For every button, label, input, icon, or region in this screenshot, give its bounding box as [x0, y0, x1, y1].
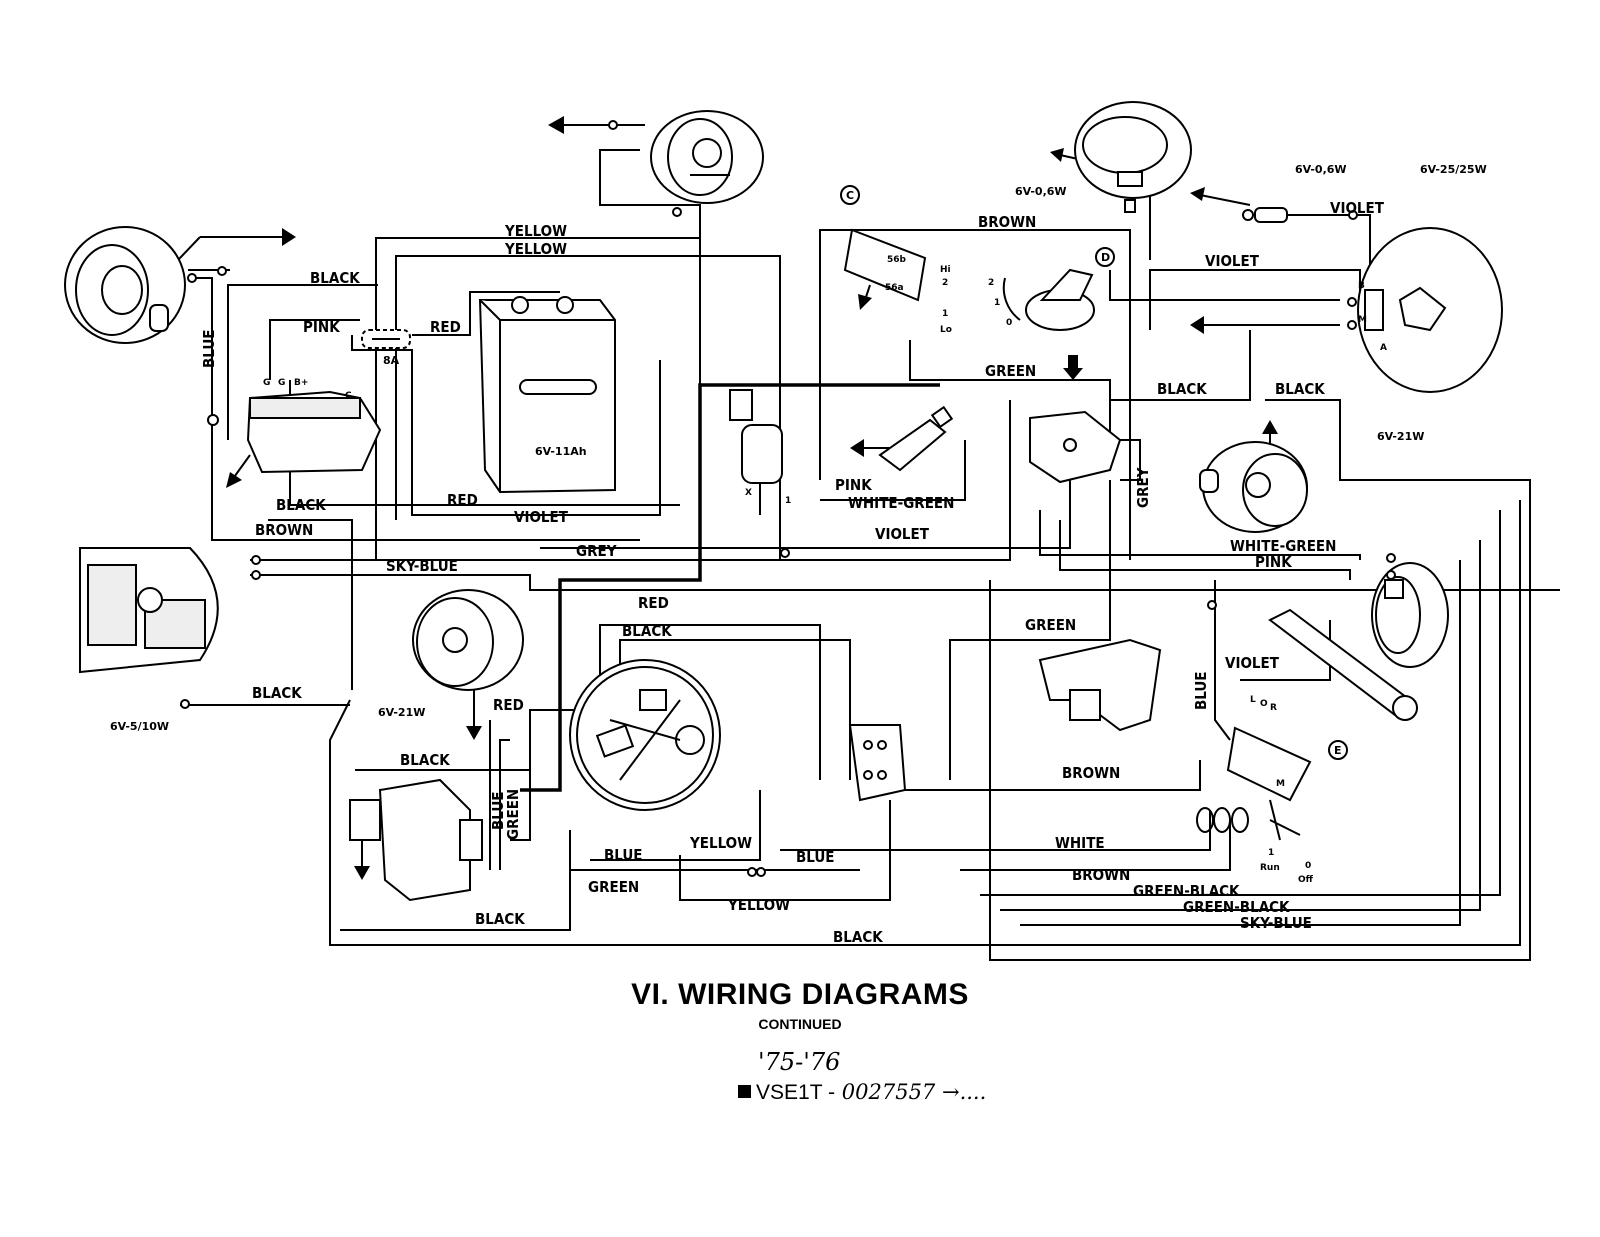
terminal-switch-hi: Hi [940, 265, 951, 275]
wire-label-yellow-1: YELLOW [505, 222, 568, 240]
wire-label-black-right-2: BLACK [1275, 380, 1325, 398]
handwritten-years: '75-'76 [758, 1048, 841, 1076]
wire-label-green-black-2: GREEN-BLACK [1183, 898, 1290, 916]
horn [1372, 563, 1448, 667]
wire-label-violet-head-1: VIOLET [1205, 252, 1259, 270]
wire-label-green-black-1: GREEN-BLACK [1133, 882, 1240, 900]
wire-label-grey-vertical: GREY [1134, 467, 1152, 508]
label-pilot-bulb: 6V-0,6W [1295, 163, 1347, 176]
terminal-key-1: 1 [994, 298, 1001, 308]
wire-label-blue-right: BLUE [1192, 671, 1210, 710]
key-switch [1004, 270, 1094, 330]
wire-label-black-bottom: BLACK [833, 928, 883, 946]
wire-label-red-top: RED [430, 318, 461, 336]
wire-label-white-low: WHITE [1055, 834, 1105, 852]
terminal-sw-0: 0 [1305, 861, 1312, 871]
handlebar-switch [1197, 728, 1310, 840]
label-front-lamp: 6V-5/10W [110, 720, 170, 733]
label-stop-bulb: 6V-21W [1377, 430, 1425, 443]
bullet-square-icon [738, 1085, 751, 1098]
wire-label-white-green-mid: WHITE-GREEN [848, 494, 955, 512]
terminal-switch-1: 1 [942, 309, 949, 319]
terminal-sw-1: 1 [1268, 848, 1275, 858]
top-bulb-housing [651, 111, 763, 203]
wire-label-violet-batt: VIOLET [514, 508, 568, 526]
tail-bulb-housing [413, 590, 523, 690]
wire-label-violet-right: VIOLET [1225, 654, 1279, 672]
terminal-sw-run: Run [1260, 863, 1280, 873]
wire-label-blue-coil: BLUE [489, 791, 507, 830]
wire-label-red-batt: RED [447, 491, 478, 509]
condenser [730, 390, 782, 515]
label-speedo-bulb: 6V-0,6W [1015, 185, 1067, 198]
callout-c: C [846, 189, 855, 202]
label-fuse: 8A [383, 354, 400, 367]
wire-label-black-reg: BLACK [276, 496, 326, 514]
terminal-coil-x: X [745, 488, 752, 498]
serial-note [738, 1080, 986, 1105]
wire-label-pink-top: PINK [303, 318, 340, 336]
rear-bulb-housing [1200, 442, 1307, 532]
label-battery: 6V-11Ah [535, 445, 587, 458]
wire-label-green-low: GREEN [588, 878, 640, 896]
battery [480, 297, 615, 492]
pilot-bulb [1243, 208, 1287, 222]
wire-label-yellow-low: YELLOW [690, 834, 753, 852]
wire-label-black-top: BLACK [310, 269, 360, 287]
label-tail-bulb: 6V-21W [378, 706, 426, 719]
speedometer-housing [1075, 102, 1191, 212]
handwritten-serial: - 0027557 →.... [828, 1080, 987, 1104]
wire-label-red-stator: RED [638, 594, 669, 612]
wire-label-white-green-right: WHITE-GREEN [1230, 537, 1337, 555]
wire-label-brown-top: BROWN [978, 213, 1037, 231]
terminal-reg-b: B+ [294, 378, 309, 388]
wire-label-sky-blue-bottom: SKY-BLUE [1240, 914, 1312, 932]
wire-label-brown-lower: BROWN [1062, 764, 1121, 782]
page-subtitle: CONTINUED [758, 1016, 842, 1032]
terminal-switch-lo: Lo [940, 325, 952, 335]
terminal-block [850, 725, 905, 800]
brake-switch [1040, 640, 1160, 730]
callout-e: E [1334, 744, 1342, 757]
terminal-head-a: A [1380, 343, 1387, 353]
terminal-reg-g1: G [263, 378, 271, 388]
wire-label-green-center: GREEN [1025, 616, 1077, 634]
model-code: VSE1T [756, 1081, 823, 1104]
terminal-key-0: 0 [1006, 318, 1013, 328]
headlamp-housing [1358, 228, 1502, 392]
wire-label-grey-long: GREY [576, 542, 617, 560]
junction-box [1030, 412, 1120, 482]
callout-d: D [1101, 251, 1111, 264]
left-bulb-housing [65, 227, 185, 343]
wire-label-black-coil-bottom: BLACK [475, 910, 525, 928]
spark-plug [880, 407, 952, 470]
stator-plate [570, 660, 720, 810]
terminal-key-2: 2 [988, 278, 995, 288]
wire-label-brown-reg: BROWN [255, 521, 314, 539]
terminal-sw-l: L [1250, 695, 1256, 705]
page-title: VI. WIRING DIAGRAMS [631, 978, 969, 1011]
fuse-holder [362, 330, 410, 348]
wire-label-pink-right: PINK [1255, 553, 1292, 571]
wire-label-yellow-2: YELLOW [505, 240, 568, 258]
terminal-switch-56a: 56a [885, 283, 904, 293]
terminal-coil-1: 1 [785, 496, 792, 506]
terminal-head-b: B [1358, 281, 1365, 291]
wire-label-blue-left: BLUE [200, 329, 218, 368]
front-lamp-housing [80, 548, 218, 672]
terminal-sw-m: M [1276, 779, 1285, 789]
terminal-head-m: M [1358, 315, 1367, 325]
terminal-sw-off: Off [1298, 875, 1313, 885]
wire-label-green-coil: GREEN [504, 788, 522, 840]
terminal-switch-2: 2 [942, 278, 949, 288]
terminal-sw-r: R [1270, 703, 1277, 713]
terminal-reg-c: C [345, 391, 352, 401]
wire-label-black-lamp: BLACK [252, 684, 302, 702]
ignition-coil [350, 780, 482, 900]
wire-label-brown-low: BROWN [1072, 866, 1131, 884]
label-headlamp: 6V-25/25W [1420, 163, 1487, 176]
terminal-reg-g2: G [278, 378, 286, 388]
voltage-regulator [248, 392, 380, 472]
terminal-switch-56b: 56b [887, 255, 906, 265]
wire-label-pink-plug: PINK [835, 476, 872, 494]
wire-label-sky-blue-left: SKY-BLUE [386, 557, 458, 575]
wire-label-black-coil: BLACK [400, 751, 450, 769]
wire-label-blue-low-2: BLUE [796, 848, 835, 866]
wire-label-blue-low-1: BLUE [604, 846, 643, 864]
wire-label-red-coil: RED [493, 696, 524, 714]
wire-label-yellow-bottom: YELLOW [728, 896, 791, 914]
wire-label-black-stator: BLACK [622, 622, 672, 640]
wire-label-violet-mid: VIOLET [875, 525, 929, 543]
wire-label-green-mid: GREEN [985, 362, 1037, 380]
terminal-sw-o: O [1260, 699, 1268, 709]
wire-label-violet-head-2: VIOLET [1330, 199, 1384, 217]
wire-label-black-right-1: BLACK [1157, 380, 1207, 398]
